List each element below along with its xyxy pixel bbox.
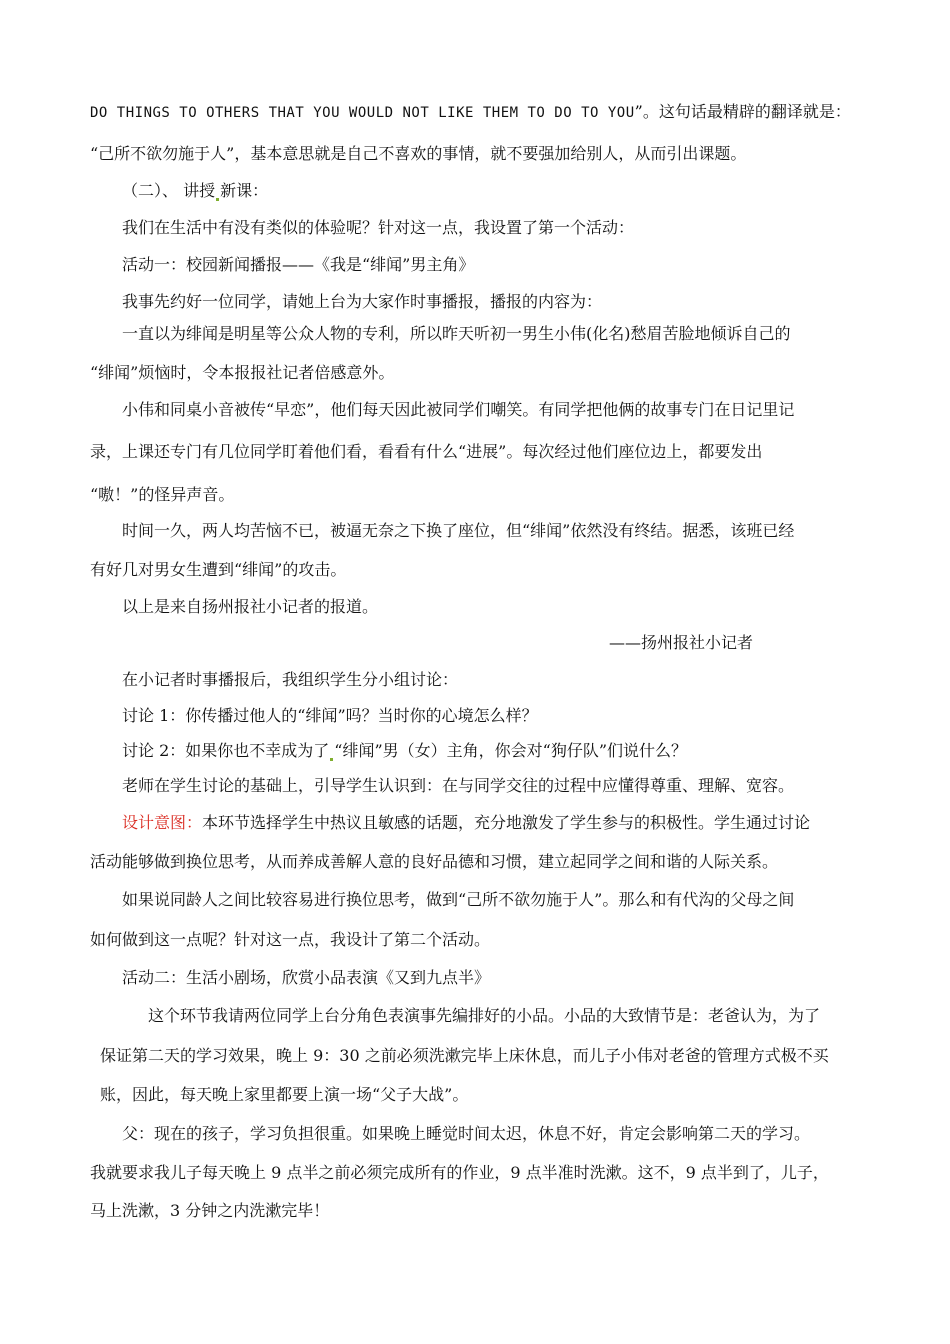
text-span: （二）、 讲授: [122, 181, 216, 200]
paragraph-line: [90, 102, 851, 123]
discussion-2: [122, 741, 687, 761]
paragraph-line: 账，因此，每天晚上家里都要上演一场“父子大战”。: [100, 1085, 469, 1104]
english-quote: DO THINGS TO OTHERS THAT YOU WOULD NOT LIKE THEM TO DO TO YOU: [90, 105, 635, 121]
paragraph-line: 时间一久，两人均苦恼不已，被逼无奈之下换了座位，但“绯闻”依然没有终结。据悉，该班已经: [122, 521, 795, 540]
design-intent-label: 设计意图：: [122, 813, 203, 832]
paragraph-line: 马上洗漱，3 分钟之内洗漱完毕！: [90, 1201, 330, 1220]
paragraph-line: 如何做到这一点呢？针对这一点，我设计了第二个活动。: [90, 930, 491, 949]
paragraph-line: 有好几对男女生遭到“绯闻”的攻击。: [90, 560, 347, 579]
paragraph-line: 一直以为绯闻是明星等公众人物的专利，所以昨天听初一男生小伟(化名)愁眉苦脸地倾诉自己的: [122, 324, 791, 343]
paragraph-line: 如果说同龄人之间比较容易进行换位思考，做到“己所不欲勿施于人”。那么和有代沟的父母之间: [122, 890, 795, 909]
paragraph-line: 小伟和同桌小音被传“早恋”，他们每天因此被同学们嘲笑。有同学把他俩的故事专门在日记里记: [122, 400, 795, 419]
paragraph-line: 我就要求我儿子每天晚上 9 点半之前必须完成所有的作业，9 点半准时洗漱。这不，9 点半到了，儿子，: [90, 1163, 829, 1182]
paragraph-line: 活动能够做到换位思考，从而养成善解人意的良好品德和习惯，建立起同学之间和谐的人际关系。: [90, 852, 779, 871]
paragraph-line: 这个环节我请两位同学上台分角色表演事先编排好的小品。小品的大致情节是：老爸认为，为了: [148, 1006, 821, 1025]
byline: ——扬州报社小记者: [609, 633, 754, 652]
paragraph-line: 以上是来自扬州报社小记者的报道。: [122, 597, 379, 616]
text-span: “绯闻”男（女）主角，你会对“狗仔队”们说什么？: [334, 741, 688, 760]
design-intent: [122, 813, 810, 833]
discussion-1: 讨论 1：你传播过他人的“绯闻”吗？当时你的心境怎么样？: [122, 706, 538, 725]
text-span: ”。这句话最精辟的翻译就是：: [634, 102, 851, 121]
paragraph-line: 录，上课还专门有几位同学盯着他们看，看看有什么“进展”。每次经过他们座位边上，都要发出: [90, 442, 763, 461]
paragraph-line: 我事先约好一位同学，请她上台为大家作时事播报，播报的内容为：: [122, 292, 603, 311]
text-span: 本环节选择学生中热议且敏感的话题，充分地激发了学生参与的积极性。学生通过讨论: [202, 813, 811, 832]
paragraph-line: “绯闻”烦恼时，令本报报社记者倍感意外。: [90, 363, 395, 382]
activity-title: 活动二：生活小剧场，欣赏小品表演《又到九点半》: [122, 968, 491, 987]
mark-dot: [330, 758, 333, 761]
paragraph-line: 老师在学生讨论的基础上，引导学生认识到：在与同学交往的过程中应懂得尊重、理解、宽容。: [122, 776, 795, 795]
activity-title: 活动一：校园新闻播报——《我是“绯闻”男主角》: [122, 255, 475, 274]
mark-dot: [216, 198, 219, 201]
paragraph-line: 我们在生活中有没有类似的体验呢？针对这一点，我设置了第一个活动：: [122, 218, 635, 237]
text-span: 讨论 2：如果你也不幸成为了: [122, 741, 330, 760]
dialogue-line: 父：现在的孩子，学习负担很重。如果晚上睡觉时间太迟，休息不好，肯定会影响第二天的学习。: [122, 1124, 811, 1143]
paragraph-line: 在小记者时事播报后，我组织学生分小组讨论：: [122, 670, 459, 689]
text-span: 新课：: [220, 181, 269, 200]
section-heading: [122, 181, 268, 201]
paragraph-line: “嗷！”的怪异声音。: [90, 485, 235, 504]
paragraph-line: 保证第二天的学习效果，晚上 9：30 之前必须洗漱完毕上床休息，而儿子小伟对老爸的管理方式极不买: [100, 1046, 829, 1065]
paragraph-line: “己所不欲勿施于人”，基本意思就是自己不喜欢的事情，就不要强加给别人，从而引出课题。: [90, 144, 747, 163]
